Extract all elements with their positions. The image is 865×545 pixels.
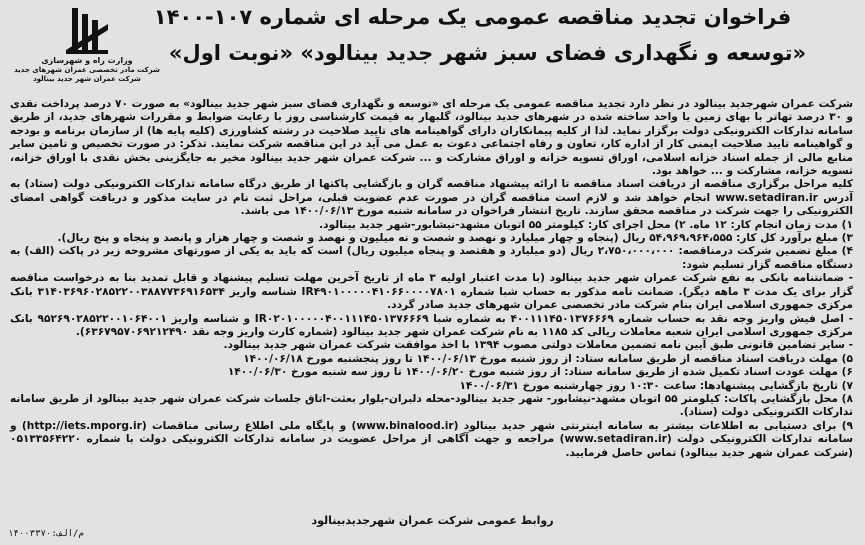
item-opening-date: ۷) تاریخ بازگشایی پیشنهادها: ساعت ۱۰:۳۰ روز چهارشنبه مورخ ۱۴۰۰/۰۶/۳۱ — [459, 379, 853, 392]
intro-paragraph: شرکت عمران شهرجدید بینالود در نظر دارد تجدید مناقصه عمومی یک مرحله ای «توسعه و نگهداری فضای سبز شهر جدید بینالود» به صورت ۷۰ درصد پرداخت نقدی و ۳۰ درصد تهاتر با بهای زمین یا واحد ساخته شده در شهرهای جدید بینالود، گلبهار به قیمت کارشناسی روز با رعایت ضوابط و مقررات شهرهای جدید، از طریق سامانه تدارکات الکترونیکی دولت برگزار نماید. لذا از کلیه پیمانکاران دارای گواهینامه های تایید صلاحیت در رشته کشاورزی (کلیه پایه ها) از سازمان برنامه و بودجه و گواهینامه تایید صلاحیت ایمنی کار از اداره کار، تعاون و رفاه اجتماعی دعوت به عمل می آید در این مناقصه شرکت نمایند. تذکر: در صورت تخصیص و تامین سایر منابع مالی از جمله اسناد خزانه اسلامی، اوراق تسویه خزانه و اوراق مشارکت و ... شرکت عمران شهر جدید بینالود مخیر به جایگزینی بخش نقدی با اوراق خزانه، تسویه خزانه، مشارکت و ... خواهد بود. — [10, 98, 854, 178]
public-relations-signature: روابط عمومی شرکت عمران شهرجدیدبینالود — [311, 514, 554, 527]
logo-company-name: شرکت عمران شهر جدید بینالود — [33, 75, 141, 83]
item-duration-location: ۱) مدت زمان انجام کار: ۱۲ ماه. ۲) محل اجرای کار: کیلومتر ۵۵ اتوبان مشهد-نیشابور-شهر جدید بینالود. — [319, 218, 853, 231]
ministry-logo-icon — [64, 4, 110, 56]
notice-subtitle: «توسعه و نگهداری فضای سبز شهر جدید بینالود» «نوبت اول» — [168, 41, 807, 65]
organization-logo — [12, 4, 162, 99]
guarantee-cash-option: - اصل فیش واریز وجه نقد به حساب شماره ۴۰۰۱۱۱۴۵۰۱۳۷۶۶۶۹ به شماره شبا IR۰۲۰۱۰۰۰۰۰۴۰۰۱۱۱۴۵۰۱۳۷۶۶۶۹ و شناسه واریز ۹۵۲۶۹۰۲۸۵۲۲۰۰۱۰۶۴۰۰۱ بانک مرکزی جمهوری اسلامی ایران شعبه معاملات ریالی کد ۱۱۸۵ به نام شرکت عمران شهر جدید بینالود (شماره کارت واریز وجه نقد ۶۳۶۷۹۵۷۰۶۹۲۱۲۴۹۰). — [10, 312, 853, 338]
notice-title: فراخوان تجدید مناقصه عمومی یک مرحله ای شماره ۱۰۷-۱۴۰۰ — [153, 5, 792, 29]
notice-body — [10, 98, 853, 460]
logo-ministry-name: وزارت راه و شهرسازی — [41, 56, 133, 65]
publication-code: م/الف:۱۴۰۰۳۳۷۰ — [8, 529, 84, 539]
submission-paragraph: کلیه مراحل برگزاری مناقصه از دریافت اسناد مناقصه تا ارائه پیشنهاد مناقصه گران و بازگشایی پاکتها از طریق درگاه سامانه تدارکات الکترونیکی دولت (ستاد) به آدرس www.setadiran.ir انجام خواهد شد و لازم است مناقصه گران در صورت عدم عضویت قبلی، مراحل ثبت نام در سایت مذکور و دریافت گواهی امضای الکترونیکی را جهت شرکت در مناقصه محقق سازند. تاریخ انتشار فراخوان در سامانه شنبه مورخ ۱۴۰۰/۰۶/۱۳ می باشد. — [10, 178, 853, 218]
item-estimate: ۳) مبلغ برآورد کل کار: ۵۴،۹۶۹،۹۶۴،۵۵۵ ریال (پنجاه و چهار میلیارد و نهصد و شصت و نه میلیون و نهصد و شصت و چهار هزار و پانصد و پنجاه و پنج ریال). — [57, 232, 853, 245]
guarantee-bank-option: - ضمانتنامه بانکی به نفع شرکت عمران شهر جدید بینالود (با مدت اعتبار اولیه ۳ ماه از تاریخ آخرین مهلت تسلیم پیشنهاد و قابل تمدید بنا به درخواست مناقصه گزار برای یک مدت ۳ ماهه دیگر). ضمانت نامه مذکور به حساب شبا شماره IR۴۹۰۱۰۰۰۰۰۴۱۰۶۶۰۰۰۰۷۸۰۱ شناسه واریز ۳۱۴۰۳۶۹۶۰۲۸۵۲۲۰۰۳۸۸۷۷۳۶۹۱۶۵۳۴ بانک مرکزی جمهوری اسلامی ایران بنام شرکت مادر تخصصی عمران شهرهای جدید صادر گردد. — [10, 272, 853, 312]
item-guarantee: ۴) مبلغ تضمین شرکت درمناقصه: ۲،۷۵۰،۰۰۰،۰۰۰ ریال (دو میلیارد و هفتصد و پنجاه میلیون ریال) است که باید به یکی از صورتهای مشروحه زیر در پاکت (الف) به دستگاه مناقصه گزار تسلیم شود: — [10, 245, 853, 271]
item-document-deadline: ۵) مهلت دریافت اسناد مناقصه از طریق سامانه ستاد: از روز شنبه مورخ ۱۴۰۰/۰۶/۱۳ تا روز پنجشنبه مورخ ۱۴۰۰/۰۶/۱۸ — [243, 352, 853, 365]
item-return-deadline: ۶) مهلت عودت اسناد تکمیل شده از طریق سامانه ستاد: از روز شنبه مورخ ۱۴۰۰/۰۶/۲۰ تا روز سه شنبه مورخ ۱۴۰۰/۰۶/۳۰ — [227, 366, 853, 379]
logo-parent-company: شرکت مادر تخصصی عمران شهرهای جدید — [14, 66, 160, 74]
guarantee-other-option: - سایر تضامین قانونی طبق آیین نامه تضمین معاملات دولتی مصوب ۱۳۹۴ با اخذ موافقت شرکت عمران شهر جدید بینالود. — [223, 339, 853, 352]
item-opening-location: ۸) محل بازگشایی پاکات: کیلومتر ۵۵ اتوبان مشهد-نیشابور- شهر جدید بینالود-محله دلبران-بلوار بعثت-اتاق جلسات شرکت عمران شهر جدید بینالود از طریق سامانه تدارکات الکترونیکی دولت (ستاد). — [10, 392, 853, 419]
item-more-info: ۹) برای دستیابی به اطلاعات بیشتر به سامانه اینترنتی شهر جدید بینالود (www.binalood.ir) و پایگاه ملی اطلاع رسانی مناقصات (http://iets.mporg.ir) و سامانه تدارکات الکترونیکی دولت (www.setadiran.ir) مراجعه و جهت آگاهی از مراحل عضویت در سامانه تدارکات الکترونیکی دولت با شماره ۰۵۱۳۳۵۶۴۲۲۰ (شرکت عمران شهر جدید بینالود) تماس حاصل فرمایید. — [10, 419, 854, 459]
